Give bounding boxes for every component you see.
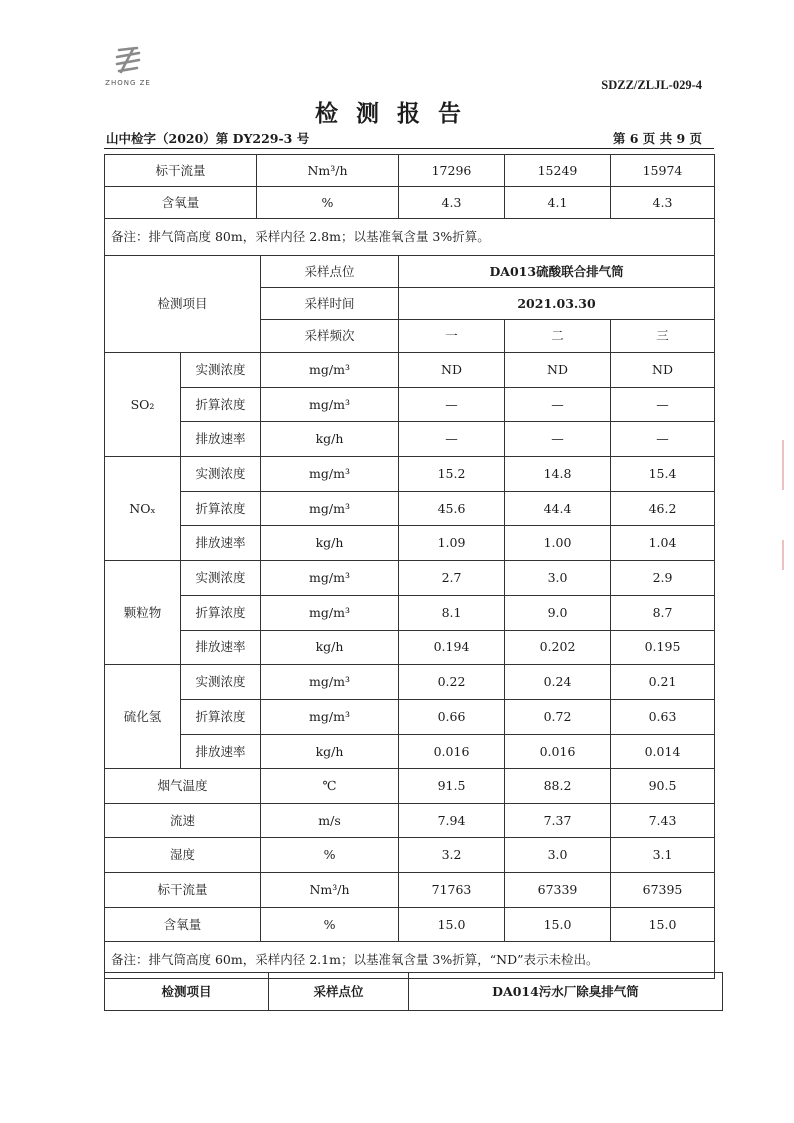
table-note-row bbox=[105, 219, 715, 256]
point-label: 采样点位 bbox=[261, 256, 399, 288]
value-2: — bbox=[505, 422, 611, 457]
value-3: 2.9 bbox=[611, 561, 715, 596]
freq-label: 采样频次 bbox=[261, 320, 399, 353]
value-1: ND bbox=[399, 353, 505, 388]
measure-type: 排放速率 bbox=[181, 526, 261, 561]
item-label: 检测项目 bbox=[105, 256, 261, 353]
stamp-mark bbox=[782, 540, 794, 570]
measure-type: 实测浓度 bbox=[181, 457, 261, 492]
value-3: 8.7 bbox=[611, 595, 715, 630]
value-3: 0.21 bbox=[611, 665, 715, 700]
row-unit: % bbox=[261, 907, 399, 942]
value-2: 15.0 bbox=[505, 907, 611, 942]
table-row bbox=[105, 873, 715, 908]
time-value: 2021.03.30 bbox=[399, 288, 715, 320]
measure-type: 排放速率 bbox=[181, 734, 261, 769]
value-3: 15.4 bbox=[611, 457, 715, 492]
value-3: 15.0 bbox=[611, 907, 715, 942]
value-2: 1.00 bbox=[505, 526, 611, 561]
da014-item-label: 检测项目 bbox=[105, 973, 269, 1011]
value-2: 7.37 bbox=[505, 803, 611, 838]
value-2: ND bbox=[505, 353, 611, 388]
table-row bbox=[105, 630, 715, 665]
value-1: 0.22 bbox=[399, 665, 505, 700]
pollutant-name: 硫化氢 bbox=[105, 665, 181, 769]
header-rule bbox=[104, 148, 714, 149]
table-row bbox=[105, 595, 715, 630]
row-unit: mg/m³ bbox=[261, 561, 399, 596]
row-unit: Nm³/h bbox=[261, 873, 399, 908]
value-1: 4.3 bbox=[399, 187, 505, 219]
value-3: 0.195 bbox=[611, 630, 715, 665]
value-2: 0.72 bbox=[505, 699, 611, 734]
logo-text: ZHONG ZE bbox=[105, 79, 151, 87]
value-2: 44.4 bbox=[505, 491, 611, 526]
value-1: 91.5 bbox=[399, 769, 505, 804]
da014-point-label: 采样点位 bbox=[269, 973, 409, 1011]
table-row bbox=[105, 457, 715, 492]
measure-type: 实测浓度 bbox=[181, 561, 261, 596]
value-2: 14.8 bbox=[505, 457, 611, 492]
value-2: 0.016 bbox=[505, 734, 611, 769]
row-unit: mg/m³ bbox=[261, 699, 399, 734]
value-1: 8.1 bbox=[399, 595, 505, 630]
value-3: 0.014 bbox=[611, 734, 715, 769]
freq-1: 一 bbox=[399, 320, 505, 353]
value-2: — bbox=[505, 387, 611, 422]
row-unit: kg/h bbox=[261, 422, 399, 457]
pollutant-name: 颗粒物 bbox=[105, 561, 181, 665]
row-item: 流速 bbox=[105, 803, 261, 838]
table-row bbox=[105, 907, 715, 942]
freq-2: 二 bbox=[505, 320, 611, 353]
table-row bbox=[105, 665, 715, 700]
stamp-mark bbox=[782, 440, 794, 490]
row-unit: mg/m³ bbox=[261, 491, 399, 526]
point-value: DA013硫酸联合排气筒 bbox=[399, 256, 715, 288]
report-number: 山中检字（2020）第 DY229-3 号 bbox=[106, 131, 310, 146]
value-2: 15249 bbox=[505, 155, 611, 187]
table-row bbox=[105, 155, 715, 187]
value-2: 0.202 bbox=[505, 630, 611, 665]
value-2: 3.0 bbox=[505, 838, 611, 873]
table-row bbox=[105, 838, 715, 873]
row-item: 湿度 bbox=[105, 838, 261, 873]
row-item: 含氧量 bbox=[105, 907, 261, 942]
row-item: 烟气温度 bbox=[105, 769, 261, 804]
row-unit: kg/h bbox=[261, 526, 399, 561]
row-unit: ℃ bbox=[261, 769, 399, 804]
measure-type: 排放速率 bbox=[181, 630, 261, 665]
pollutant-name: NOₓ bbox=[105, 457, 181, 561]
row-unit: % bbox=[261, 838, 399, 873]
table-row bbox=[105, 699, 715, 734]
value-1: — bbox=[399, 422, 505, 457]
value-1: 1.09 bbox=[399, 526, 505, 561]
row-unit: mg/m³ bbox=[261, 353, 399, 388]
row-item: 标干流量 bbox=[105, 873, 261, 908]
table-row bbox=[105, 353, 715, 388]
table-row bbox=[105, 387, 715, 422]
value-3: — bbox=[611, 387, 715, 422]
table-da014-header bbox=[104, 972, 723, 1011]
table-row bbox=[105, 561, 715, 596]
measure-type: 排放速率 bbox=[181, 422, 261, 457]
value-1: 45.6 bbox=[399, 491, 505, 526]
value-2: 88.2 bbox=[505, 769, 611, 804]
value-1: 0.194 bbox=[399, 630, 505, 665]
measure-type: 折算浓度 bbox=[181, 699, 261, 734]
table-row bbox=[105, 769, 715, 804]
value-1: 17296 bbox=[399, 155, 505, 187]
company-logo bbox=[100, 44, 156, 87]
value-1: 0.66 bbox=[399, 699, 505, 734]
measure-type: 实测浓度 bbox=[181, 665, 261, 700]
value-3: 3.1 bbox=[611, 838, 715, 873]
row-unit: kg/h bbox=[261, 734, 399, 769]
value-1: 0.016 bbox=[399, 734, 505, 769]
value-2: 0.24 bbox=[505, 665, 611, 700]
page-title: 检测报告 bbox=[315, 100, 479, 127]
value-1: — bbox=[399, 387, 505, 422]
value-3: ND bbox=[611, 353, 715, 388]
row-unit: mg/m³ bbox=[261, 665, 399, 700]
row-unit: mg/m³ bbox=[261, 595, 399, 630]
value-3: 67395 bbox=[611, 873, 715, 908]
table-note: 备注：排气筒高度 80m，采样内径 2.8m；以基准氧含量 3%折算。 bbox=[105, 219, 715, 256]
table-row bbox=[105, 187, 715, 219]
value-3: 1.04 bbox=[611, 526, 715, 561]
value-3: 90.5 bbox=[611, 769, 715, 804]
value-2: 4.1 bbox=[505, 187, 611, 219]
table-row bbox=[105, 734, 715, 769]
value-3: 15974 bbox=[611, 155, 715, 187]
table-da013 bbox=[104, 255, 715, 979]
table-note: 备注：排气筒高度 60m，采样内径 2.1m；以基准氧含量 3%折算，“ND”表示未检出。 bbox=[105, 942, 715, 979]
table-continuation bbox=[104, 154, 715, 256]
value-2: 67339 bbox=[505, 873, 611, 908]
table-row bbox=[105, 422, 715, 457]
da014-header-row bbox=[105, 973, 723, 1011]
value-1: 7.94 bbox=[399, 803, 505, 838]
logo-mark-icon bbox=[111, 44, 145, 78]
row-unit: mg/m³ bbox=[261, 387, 399, 422]
value-3: 46.2 bbox=[611, 491, 715, 526]
measure-type: 折算浓度 bbox=[181, 491, 261, 526]
row-unit: mg/m³ bbox=[261, 457, 399, 492]
value-1: 71763 bbox=[399, 873, 505, 908]
value-3: 7.43 bbox=[611, 803, 715, 838]
value-2: 9.0 bbox=[505, 595, 611, 630]
measure-type: 折算浓度 bbox=[181, 595, 261, 630]
value-1: 3.2 bbox=[399, 838, 505, 873]
time-label: 采样时间 bbox=[261, 288, 399, 320]
row-unit: m/s bbox=[261, 803, 399, 838]
da014-point-value: DA014污水厂除臭排气筒 bbox=[409, 973, 723, 1011]
page-indicator: 第 6 页 共 9 页 bbox=[612, 131, 702, 146]
row-item: 含氧量 bbox=[105, 187, 257, 219]
document-code: SDZZ/ZLJL-029-4 bbox=[601, 78, 702, 92]
table-row bbox=[105, 803, 715, 838]
measure-type: 实测浓度 bbox=[181, 353, 261, 388]
value-3: — bbox=[611, 422, 715, 457]
pollutant-name: SO₂ bbox=[105, 353, 181, 457]
row-unit: Nm³/h bbox=[257, 155, 399, 187]
value-2: 3.0 bbox=[505, 561, 611, 596]
header-row-point bbox=[105, 256, 715, 288]
row-item: 标干流量 bbox=[105, 155, 257, 187]
freq-3: 三 bbox=[611, 320, 715, 353]
row-unit: % bbox=[257, 187, 399, 219]
value-1: 2.7 bbox=[399, 561, 505, 596]
value-3: 0.63 bbox=[611, 699, 715, 734]
value-1: 15.2 bbox=[399, 457, 505, 492]
table-row bbox=[105, 491, 715, 526]
value-3: 4.3 bbox=[611, 187, 715, 219]
measure-type: 折算浓度 bbox=[181, 387, 261, 422]
value-1: 15.0 bbox=[399, 907, 505, 942]
table-row bbox=[105, 526, 715, 561]
row-unit: kg/h bbox=[261, 630, 399, 665]
